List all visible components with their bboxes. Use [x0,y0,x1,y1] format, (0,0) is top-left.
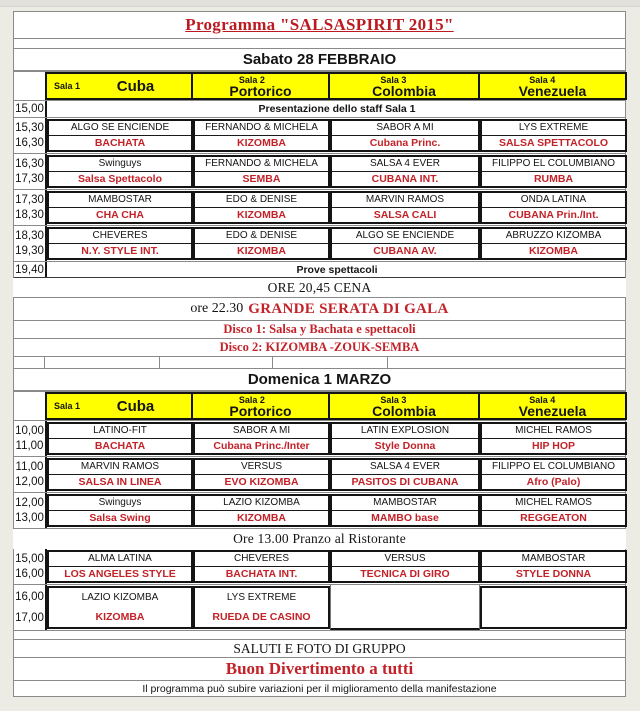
time-cell [14,226,47,261]
time-cell: 15,00 [14,101,47,117]
event-style-name: MAMBO base [371,511,439,524]
hall-header-cuba [47,72,193,100]
event-cell [330,226,480,261]
event-cell [330,493,480,528]
hall-header-colombia [330,392,480,420]
schedule-row [13,421,626,457]
event-box [47,155,193,188]
empty-separator-row [13,356,626,369]
time-cell [14,421,47,456]
event-cell [47,190,193,225]
gala-box [13,297,626,357]
time-start: 16,00 [15,591,44,604]
event-style-name: Cubana Princ./Inter [213,439,310,452]
event-box [193,119,330,152]
schedule-row [13,118,626,154]
hall-header-portorico [193,392,330,420]
event-cell [47,421,193,456]
hall-header-venezuela [480,392,627,420]
event-box [330,458,480,491]
event-style-name: EVO KIZOMBA [224,475,299,488]
day-title: Sabato 28 FEBBRAIO [13,48,626,71]
event-group-name: MICHEL RAMOS [482,424,625,439]
time-cell [14,154,47,189]
time-cell [14,118,47,153]
time-start: 16,30 [15,157,44,170]
event-style-name: KIZOMBA [237,511,286,524]
event-style-name: BACHATA [94,136,146,149]
event-style-name: KIZOMBA [529,244,578,257]
event-cell [330,190,480,225]
separator-cell [388,357,627,368]
event-cell [193,154,330,189]
hall-country-label: Cuba [116,77,155,95]
span-event-label: Presentazione dello staff Sala 1 [258,103,416,115]
event-box [47,550,193,583]
saluti-row: SALUTI E FOTO DI GRUPPO [13,639,626,658]
hall-room-label: Sala 1 [54,81,81,91]
event-group-name: ABRUZZO KIZOMBA [482,229,625,244]
event-group-name: LATIN EXPLOSION [332,424,478,439]
event-style-name: KIZOMBA [95,611,145,624]
event-group-name: LAZIO KIZOMBA [195,496,328,511]
event-style-name: SALSA IN LINEA [78,475,162,488]
event-group-name: FILIPPO EL COLUMBIANO [482,460,625,475]
event-style-name: STYLE DONNA [515,567,592,580]
event-style-name: Style Donna [374,439,436,452]
event-group-name: LYS EXTREME [482,121,625,136]
event-group-name: LYS EXTREME [226,592,297,604]
event-box [480,227,627,260]
schedule-row [13,190,626,226]
event-style-name: BACHATA INT. [225,567,298,580]
hall-country-label: Colombia [372,83,436,99]
event-group-name: VERSUS [332,552,478,567]
event-group-name: LAZIO KIZOMBA [81,592,159,604]
event-box [193,191,330,224]
event-cell [480,585,627,630]
event-box [480,458,627,491]
gala-time: ore 22.30 [190,301,244,316]
event-box [480,422,627,455]
event-box [193,458,330,491]
event-group-name: FILIPPO EL COLUMBIANO [482,157,625,172]
time-start: 17,30 [15,193,44,206]
event-box [330,119,480,152]
event-box [480,550,627,583]
event-group-name: SALSA 4 EVER [332,460,478,475]
event-group-name: FERNANDO & MICHELA [195,121,328,136]
dinner-interlude: ORE 20,45 CENA [13,278,626,298]
time-end: 16,00 [15,568,44,581]
event-cell [330,421,480,456]
event-style-name: REGGEATON [520,511,587,524]
event-cell [47,226,193,261]
schedule-row [13,549,626,585]
event-box [47,494,193,527]
separator-cell [160,357,273,368]
schedule-row [13,585,626,631]
event-style-name: Salsa Swing [89,511,151,524]
disco1-row: Disco 1: Salsa y Bachata e spettacoli [14,320,625,338]
event-box [330,550,480,583]
event-style-name: BACHATA [94,439,146,452]
event-group-name: SALSA 4 EVER [332,157,478,172]
event-box [47,119,193,152]
event-cell [193,421,330,456]
event-cell [330,585,480,630]
event-cell [47,549,193,584]
hall-country-label: Portorico [229,83,292,99]
event-box [193,155,330,188]
schedule-span-row [13,101,626,118]
event-group-name: MAMBOSTAR [332,496,478,511]
time-start: 18,30 [15,229,44,242]
event-cell [193,549,330,584]
time-start: 12,00 [15,496,44,509]
event-cell [47,493,193,528]
hall-room-label: Sala 4 [529,75,556,85]
event-group-name: SABOR A MI [195,424,328,439]
event-cell [480,493,627,528]
day-title: Domenica 1 MARZO [13,368,626,391]
event-cell [480,190,627,225]
event-box [330,191,480,224]
document-title-row [13,11,626,39]
time-column-header [14,72,47,100]
event-group-name: Swinguys [49,157,191,172]
event-cell [480,226,627,261]
page-title: Programma "SALSASPIRIT 2015" [185,15,454,34]
event-group-name: FERNANDO & MICHELA [195,157,328,172]
schedule-span-row [13,262,626,279]
hall-country-label: Portorico [229,403,292,419]
event-group-name: EDO & DENISE [195,229,328,244]
event-group-name: ALGO SE ENCIENDE [49,121,191,136]
time-column-header [14,392,47,420]
event-group-name: VERSUS [195,460,328,475]
event-style-name: SALSA CALI [373,208,437,221]
event-box [330,422,480,455]
event-cell [193,226,330,261]
event-group-name: ONDA LATINA [482,193,625,208]
schedule-row [13,226,626,262]
schedule-row [13,457,626,493]
disco2-row: Disco 2: KIZOMBA -ZOUK-SEMBA [14,338,625,356]
event-style-name: KIZOMBA [237,244,286,257]
hall-header-cuba [47,392,193,420]
event-style-name: HIP HOP [532,439,575,452]
time-cell: 19,40 [14,262,47,277]
event-style-name: RUEDA DE CASINO [212,611,311,624]
time-start: 15,30 [15,121,44,134]
event-box [47,586,193,629]
event-style-name: Salsa Spettacolo [77,172,163,185]
time-end: 18,30 [15,209,44,222]
event-box [330,155,480,188]
hall-room-label: Sala 2 [238,395,265,405]
time-start: 11,00 [15,460,44,473]
event-box [193,494,330,527]
event-cell [193,118,330,153]
hall-country-label: Venezuela [518,403,587,419]
event-group-name: CHEVERES [195,552,328,567]
event-style-name: CUBANA INT. [371,172,439,185]
event-cell [480,549,627,584]
event-box [193,550,330,583]
time-cell [14,190,47,225]
gala-title: GRANDE SERATA DI GALA [248,300,449,317]
event-cell [47,154,193,189]
time-start: 15,00 [15,552,44,565]
event-box [193,227,330,260]
disclaimer-row: Il programma può subire variazioni per il miglioramento della manifestazione [13,680,626,697]
interlude-text: Ore 13.00 Pranzo al Ristorante [13,529,626,549]
greeting-row: Buon Divertimento a tutti [13,657,626,681]
time-end: 17,30 [15,173,44,186]
time-start: 10,00 [15,424,44,437]
event-box [480,586,627,629]
event-cell [47,585,193,630]
event-group-name: LATINO-FIT [49,424,191,439]
event-box [480,119,627,152]
event-style-name: RUMBA [533,172,574,185]
hall-header-colombia [330,72,480,100]
event-cell [480,118,627,153]
program-document [13,11,626,697]
time-cell [14,457,47,492]
event-group-name: MARVIN RAMOS [332,193,478,208]
hall-country-label: Cuba [116,397,155,415]
event-cell [47,118,193,153]
event-cell [480,457,627,492]
hall-header-row [13,391,626,421]
event-cell [330,118,480,153]
event-box [47,458,193,491]
event-cell [193,585,330,630]
hall-header-row [13,71,626,101]
event-box [47,191,193,224]
event-style-name: SEMBA [242,172,281,185]
sunday-schedule-table [13,368,626,631]
time-end: 11,00 [15,440,44,453]
event-group-name: MAMBOSTAR [49,193,191,208]
event-style-name: SALSA SPETTACOLO [498,136,609,149]
event-cell [193,190,330,225]
event-group-name: MAMBOSTAR [482,552,625,567]
event-cell [330,549,480,584]
hall-room-label: Sala 4 [529,395,556,405]
event-cell [480,421,627,456]
window-top-strip [0,0,640,7]
event-style-name: CUBANA Prin./Int. [508,208,599,221]
event-cell [193,457,330,492]
event-style-name: LOS ANGELES STYLE [64,567,176,580]
time-cell [14,585,47,630]
hall-room-label: Sala 1 [54,401,81,411]
separator-cell [14,357,45,368]
separator-cell [273,357,388,368]
event-style-name: N.Y. STYLE INT. [81,244,159,257]
event-box [47,227,193,260]
event-group-name: Swinguys [49,496,191,511]
hall-country-label: Venezuela [518,83,587,99]
time-end: 17,00 [15,611,44,624]
event-style-name: CUBANA AV. [373,244,437,257]
time-end: 13,00 [15,512,44,525]
event-group-name: ALMA LATINA [49,552,191,567]
event-style-name: Cubana Princ. [369,136,441,149]
event-cell [480,154,627,189]
time-cell [14,493,47,528]
event-group-name: SABOR A MI [332,121,478,136]
event-box [193,586,330,629]
event-style-name: KIZOMBA [237,208,286,221]
event-group-name: MICHEL RAMOS [482,496,625,511]
event-box [47,422,193,455]
schedule-row [13,493,626,529]
event-cell [330,154,480,189]
hall-header-venezuela [480,72,627,100]
time-cell [14,549,47,584]
time-end: 12,00 [15,476,44,489]
schedule-row [13,154,626,190]
event-box [480,155,627,188]
event-style-name: KIZOMBA [237,136,286,149]
event-style-name: PASITOS DI CUBANA [351,475,459,488]
event-group-name: MARVIN RAMOS [49,460,191,475]
event-box [193,422,330,455]
hall-room-label: Sala 3 [380,75,407,85]
gala-title-row [14,298,625,320]
separator-cell [45,357,160,368]
hall-room-label: Sala 2 [238,75,265,85]
event-cell [330,457,480,492]
event-group-name: EDO & DENISE [195,193,328,208]
time-end: 19,30 [15,245,44,258]
span-event-label: Prove spettacoli [296,263,378,276]
event-style-name: TECNICA DI GIRO [360,567,450,580]
event-box [480,494,627,527]
event-style-name: Afro (Palo) [526,475,581,488]
event-style-name: CHA CHA [95,208,145,221]
event-group-name: ALGO SE ENCIENDE [332,229,478,244]
time-end: 16,30 [15,137,44,150]
event-box [330,227,480,260]
saturday-schedule-table [13,48,626,279]
hall-country-label: Colombia [372,403,436,419]
event-group-name: CHEVERES [49,229,191,244]
event-box [330,494,480,527]
event-box [480,191,627,224]
hall-header-portorico [193,72,330,100]
event-cell [47,457,193,492]
hall-room-label: Sala 3 [380,395,407,405]
event-cell [193,493,330,528]
